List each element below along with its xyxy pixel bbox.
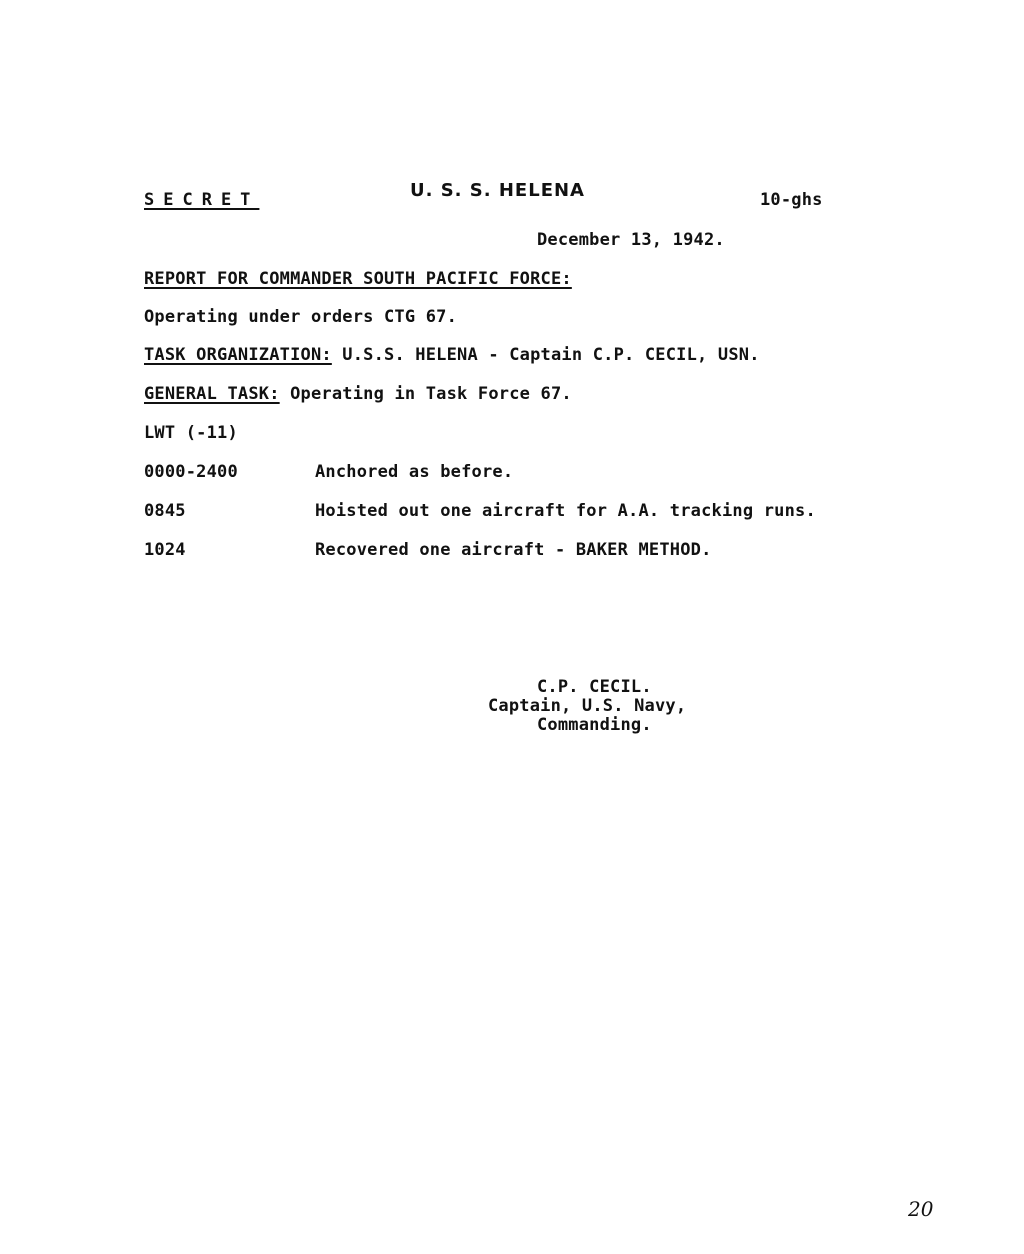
log-time: 1024 [144, 540, 186, 560]
log-entry: Anchored as before. [315, 462, 514, 482]
operating-orders-line: Operating under orders CTG 67. [144, 307, 458, 327]
report-date: December 13, 1942. [537, 230, 725, 250]
signature-role: Commanding. [537, 715, 652, 735]
log-entry: Recovered one aircraft - BAKER METHOD. [315, 540, 712, 560]
task-organization-line [144, 345, 760, 365]
classification-marking: SECRET [144, 190, 260, 210]
general-task-line [144, 384, 572, 404]
report-for-heading: REPORT FOR COMMANDER SOUTH PACIFIC FORCE: [144, 269, 572, 289]
log-entry: Hoisted out one aircraft for A.A. tracking runs. [315, 501, 816, 521]
log-time: 0000-2400 [144, 462, 238, 482]
task-organization-label: TASK ORGANIZATION: [144, 345, 332, 365]
signature-name: C.P. CECIL. [537, 677, 652, 697]
signature-rank: Captain, U.S. Navy, [488, 696, 687, 716]
log-time: 0845 [144, 501, 186, 521]
ship-name-header: U. S. S. HELENA [410, 180, 585, 201]
time-zone-line: LWT (-11) [144, 423, 238, 443]
task-organization-text: U.S.S. HELENA - Captain C.P. CECIL, USN. [342, 345, 760, 365]
general-task-label: GENERAL TASK: [144, 384, 280, 404]
file-code: 10-ghs [760, 190, 823, 210]
general-task-text: Operating in Task Force 67. [290, 384, 572, 404]
page-number-mark: 20 [908, 1197, 934, 1221]
